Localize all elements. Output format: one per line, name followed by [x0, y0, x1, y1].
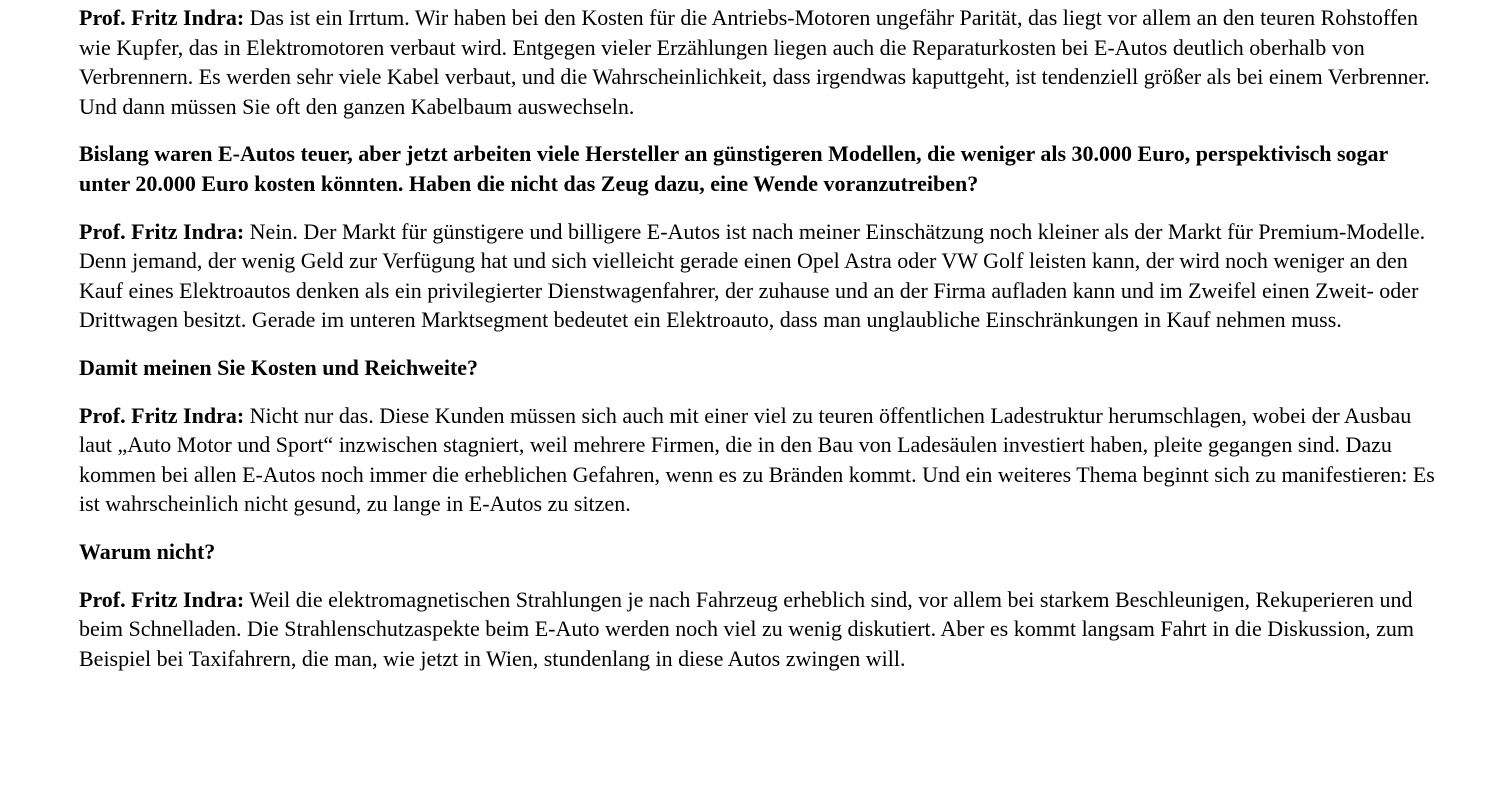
question-paragraph: [79, 353, 1439, 383]
answer-text: Weil die elektromagnetischen Strahlungen je nach Fahrzeug erheblich sind, vor allem bei starkem Beschleunigen, Rekuperieren und beim Schnelladen. Die Strahlenschutzaspekte beim E-Auto werden noch viel zu wenig diskutiert. Aber es kommt langsam Fahrt in die Diskussion, zum Beispiel bei Taxifahrern, die man, wie jetzt in Wien, stundenlang in diese Autos zwingen will.: [79, 586, 1414, 671]
question-paragraph: [79, 139, 1439, 198]
answer-text: Nicht nur das. Diese Kunden müssen sich auch mit einer viel zu teuren öffentlichen Ladestruktur herumschlagen, wobei der Ausbau laut „Auto Motor und Sport“ inzwischen stagniert, weil mehrere Firmen, die in den Bau von Ladesäulen investiert haben, pleite gegangen sind. Dazu kommen bei allen E-Autos noch immer die erheblichen Gefahren, wenn es zu Bränden kommt. Und ein weiteres Thema beginnt sich zu manifestieren: Es ist wahrscheinlich nicht gesund, zu lange in E-Autos zu sitzen.: [79, 402, 1435, 517]
speaker-label: Prof. Fritz Indra:: [79, 218, 245, 244]
answer-paragraph: [79, 401, 1439, 519]
question-text: Warum nicht?: [79, 538, 216, 564]
answer-text: Das ist ein Irrtum. Wir haben bei den Kosten für die Antriebs-Motoren ungefähr Parität, das liegt vor allem an den teuren Rohstoffen wie Kupfer, das in Elektromotoren verbaut wird. Entgegen vieler Erzählungen liegen auch die Reparaturkosten bei E-Autos deutlich oberhalb von Verbrennern. Es werden sehr viele Kabel verbaut, und die Wahrscheinlichkeit, dass irgendwas kaputtgeht, ist tendenziell größer als bei einem Verbrenner. Und dann müssen Sie oft den ganzen Kabelbaum auswechseln.: [79, 5, 1430, 119]
speaker-label: Prof. Fritz Indra:: [79, 402, 245, 428]
question-text: Bislang waren E-Autos teuer, aber jetzt arbeiten viele Hersteller an günstigeren Modellen, die weniger als 30.000 Euro, perspektivisch sogar unter 20.000 Euro kosten könnten. Haben die nicht das Zeug dazu, eine Wende voranzutreiben?: [79, 141, 1388, 196]
interview-article: [79, 3, 1439, 691]
answer-text: Nein. Der Markt für günstigere und billigere E-Autos ist nach meiner Einschätzung noch kleiner als der Markt für Premium-Modelle. Denn jemand, der wenig Geld zur Verfügung hat und sich vielleicht gerade einen Opel Astra oder VW Golf leisten kann, der wird noch weniger an den Kauf eines Elektroautos denken als ein privilegierter Dienstwagenfahrer, der zuhause und an der Firma aufladen kann und im Zweifel einen Zweit- oder Drittwagen besitzt. Gerade im unteren Marktsegment bedeutet ein Elektroauto, dass man unglaubliche Einschränkungen in Kauf nehmen muss.: [79, 218, 1426, 333]
speaker-label: Prof. Fritz Indra:: [79, 586, 245, 612]
answer-paragraph: [79, 217, 1439, 335]
question-paragraph: [79, 537, 1439, 567]
speaker-label: Prof. Fritz Indra:: [79, 5, 245, 30]
question-text: Damit meinen Sie Kosten und Reichweite?: [79, 354, 479, 380]
answer-paragraph: [79, 3, 1439, 121]
answer-paragraph: [79, 585, 1439, 674]
